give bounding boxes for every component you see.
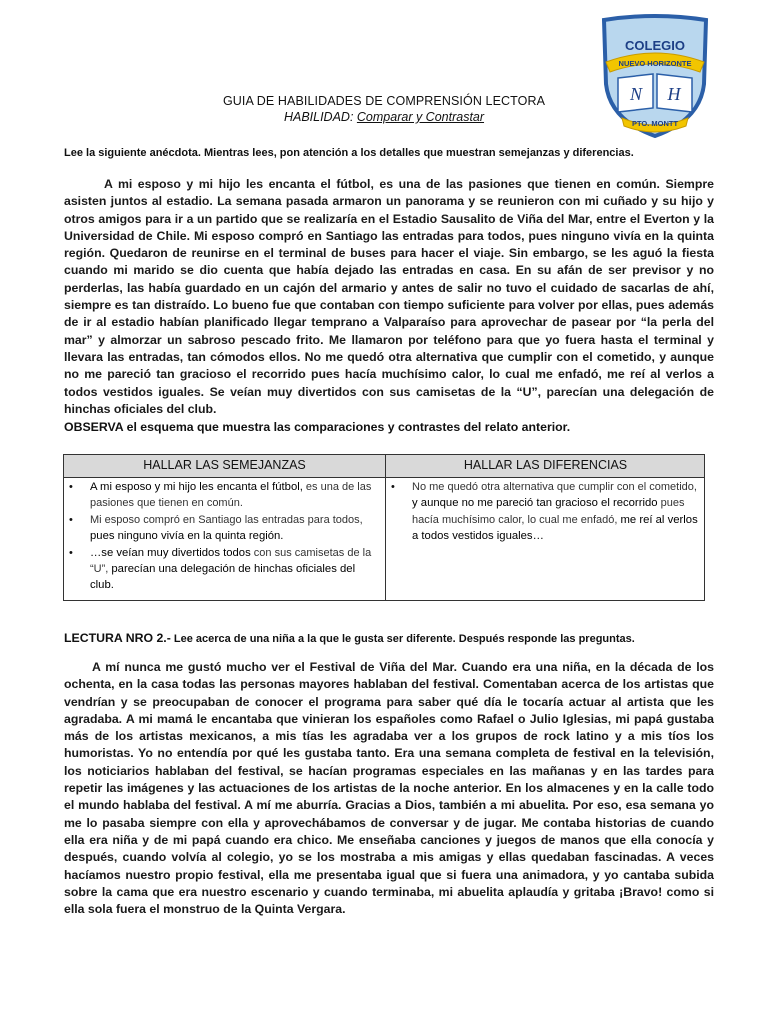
item-highlight: parecían una delegación de hinchas oficiales del club. [90, 563, 356, 592]
logo-initial-n: N [629, 84, 643, 104]
habilidad-value: Comparar y Contrastar [356, 110, 485, 124]
festival-paragraph: A mí nunca me gustó mucho ver el Festival de Viña del Mar. Cuando era una niña, en la década de los ochenta, en la casa todas las personas mayores hablaban del festival. Comentaban acerca de los artistas que vendrían y se preocupaban de conocer el programa para saber qué día le tocaría actuar al artista que les agradaba. A mi mamá le encantaba que vinieran los españoles como Rafael o Julio Iglesias, mi papá gustaba más de los artistas mexicanos, a mis tías les agradaba ver a los grupos de rock latino y a mis tíos los humoristas. Yo no entendía por qué les gustaba tanto. Era una semana completa de festival en la televisión, los noticiarios hablaban del festival, se hacían programas especiales en las mañanas y en las tardes para repetir las imágenes y las actuaciones de los artistas de la noche anterior. En los almacenes y en la calle todo el mundo hablaba del festival. A mí me aburría. Gracias a Dios, también a mi abuelita. Por eso, esa semana yo me lo pasaba siempre con ella y aprovechábamos de conversar y de jugar. Me contaba historias de cuando ella era niña y de mi papá cuando era chico. Me enseñaba canciones y juegos de manos que ella conocía y después, cuando volvía al colegio, yo se los mostraba a mis amigas y ellas quedaban fascinadas. A veces hacíamos nuestro propio festival, ella me presentaba igual que si fuera una animadora, y yo cantaba subida sobre la cama que era nuestro escenario y cuando terminaba, mi abuelita aplaudía y gritaba ¡Bravo! como si ella sola fuera el monstruo de la Quinta Vergara. [64, 660, 714, 917]
similarity-item [68, 545, 382, 594]
logo-ribbon-text: NUEVO HORIZONTE [618, 59, 692, 68]
item-text: No me quedó otra alternativa que cumplir con el cometido, [412, 481, 697, 493]
habilidad-label: HABILIDAD: [283, 110, 354, 124]
header-similarities: HALLAR LAS SEMEJANZAS [143, 458, 306, 472]
item-highlight: A mi esposo y mi hijo les encanta el fútbol, [90, 481, 303, 493]
item-highlight: …se veían muy divertidos todos [90, 546, 251, 559]
logo-initial-h: H [667, 84, 681, 104]
bullet-icon: • [69, 513, 73, 526]
page-title: GUIA DE HABILIDADES DE COMPRENSIÓN LECTORA [222, 94, 546, 108]
header-differences: HALLAR LAS DIFERENCIAS [463, 458, 628, 472]
item-highlight: y aunque no me pareció tan gracioso el recorrido [412, 497, 658, 510]
bullet-icon: • [391, 481, 395, 493]
lectura-2-text: Lee acerca de una niña a la que le gusta ser diferente. Después responde las preguntas. [170, 633, 635, 645]
similarity-item [68, 512, 382, 545]
table-divider [385, 455, 386, 600]
bullet-icon: • [69, 481, 73, 493]
similarities-list [68, 479, 382, 594]
item-text: con sus camisetas de la “U”, [90, 546, 372, 576]
differences-list [390, 479, 702, 545]
item-text: es una de las pasiones que tienen en común. [90, 481, 372, 510]
page-subtitle [0, 110, 768, 124]
lectura-2-heading [64, 631, 724, 645]
item-text: Mi esposo compró en Santiago las entradas para todos, [90, 513, 363, 526]
difference-item [390, 479, 702, 545]
item-highlight: me reí al verlos a todos vestidos iguales… [412, 513, 698, 543]
item-highlight: pues ninguno vivía en la quinta región. [90, 530, 284, 543]
lectura-2-label: LECTURA NRO 2.- [64, 631, 171, 645]
logo-bottom-text: PTO. MONTT [631, 119, 679, 128]
logo-top-text: COLEGIO [625, 38, 685, 53]
similarity-item [68, 479, 382, 512]
anecdote-paragraph: A mi esposo y mi hijo les encanta el fútbol, es una de las pasiones que tienen en común. Siempre asisten juntos al estadio. La semana pasada armaron un panorama y se reunieron con mi cuñado y su hijo y otros amigos para ir a un partido que se realizaría en el Estadio Sausalito de Viña del Mar, entre el Everton y la Universidad de Chile. Mi esposo compró en Santiago las entradas para todos, pues ninguno vivía en la quinta región. Quedaron de reunirse en el terminal de buses para hacer el viaje. Sin embargo, se les aguó la fiesta cuando mi marido se dio cuenta que había dejado las entradas en casa. En su afán de ser previsor y no perderlas, las había guardado en un cajón del armario y antes de salir no tuvo el cuidado de sacarlas de ahí, siempre es tan distraído. Lo bueno fue que contaban con tiempo suficiente para volver por ellas, pues además de ir al estadio habían planificado llegar temprano a Valparaíso para aprovechar de pasear por “la perla del mar” y almorzar un sabroso pescado frito. Me llamaron por teléfono para que yo fuera hasta el terminal y llevara las entradas, tan cómodos ellos. No me quedó otra alternativa que cumplir con el cometido, y aunque no me pareció tan gracioso el recorrido pues hacía muchísimo calor, lo cual me enfadó, me reí al verlos a todos vestidos iguales. Se veían muy divertidos con sus camisetas de la “U”, parecían una delegación de hinchas oficiales del club. [64, 177, 714, 416]
bullet-icon: • [69, 546, 73, 559]
comparison-table [63, 454, 705, 601]
reading-instruction: Lee la siguiente anécdota. Mientras lees, pon atención a los detalles que muestran semejanzas y diferencias. [64, 147, 634, 159]
item-text: pues hacía muchísimo calor, lo cual me enfadó, [412, 497, 685, 526]
observa-instruction: OBSERVA el esquema que muestra las comparaciones y contrastes del relato anterior. [64, 420, 571, 434]
